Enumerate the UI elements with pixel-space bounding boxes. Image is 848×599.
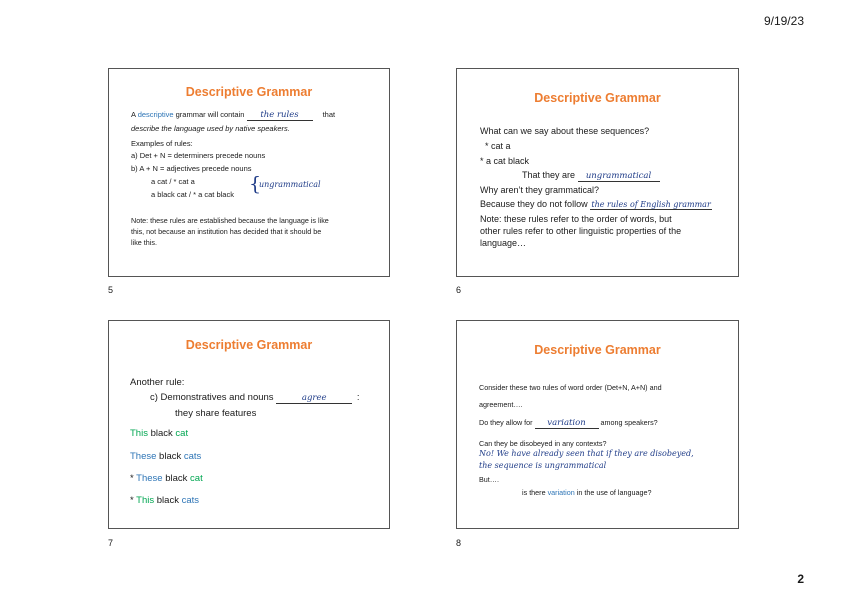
slide-5-intro: A descriptive grammar will contain the rules that	[131, 110, 336, 120]
slide-7-rule-c-line2: they share features	[175, 408, 257, 419]
handwritten-rules-of-english-grammar: the rules of English grammar	[591, 200, 711, 209]
slide-7-example-3: * These black cat	[130, 473, 203, 484]
slide-6-number: 6	[456, 285, 462, 295]
slide-7	[108, 320, 390, 529]
slide-5-intro-line2: describe the language used by native speakers.	[131, 124, 290, 133]
slide-6-why: Why aren’t they grammatical?	[480, 185, 600, 195]
slide-6-note-3: language…	[480, 238, 527, 248]
slide-5-title: Descriptive Grammar	[185, 85, 313, 99]
slide-5-rule-a: a) Det + N = determiners precede nouns	[131, 151, 266, 160]
slide-6-question: What can we say about these sequences?	[480, 126, 650, 136]
slide-7-example-2: These black cats	[130, 451, 202, 462]
slide-6-answer: That they are ungrammatical	[522, 170, 660, 182]
slide-8	[456, 320, 739, 529]
slide-7-rule-c: c) Demonstratives and nouns agree :	[150, 392, 360, 403]
slide-5-number: 5	[108, 285, 114, 295]
handwritten-variation: variation	[535, 418, 599, 429]
keyword-descriptive: descriptive	[137, 110, 174, 119]
slide-6	[456, 68, 739, 277]
handwritten-answer-line-2: the sequence is ungrammatical	[479, 461, 607, 470]
slide-8-but: But….	[479, 475, 499, 484]
slide-8-consider-1: Consider these two rules of word order (Det+N, A+N) and	[479, 383, 662, 392]
slide-5-note-1: Note: these rules are established because the language is like	[131, 216, 329, 225]
page-number: 2	[797, 572, 804, 586]
slide-7-another-rule: Another rule:	[130, 377, 185, 388]
slide-8-consider-2: agreement….	[479, 400, 523, 409]
handwritten-agree: agree	[276, 393, 352, 404]
handwritten-ungrammatical: ungrammatical	[578, 171, 660, 182]
slide-5-rule-b: b) A + N = adjectives precede nouns	[131, 164, 252, 173]
slide-6-seq-1: * cat a	[485, 141, 511, 151]
slide-5-example-1: a cat / * cat a	[151, 177, 195, 186]
slide-7-example-1: This black cat	[130, 428, 189, 439]
slide-8-allow: Do they allow for variation among speakers?	[479, 418, 658, 428]
slide-7-example-4: * This black cats	[130, 495, 200, 506]
slide-5	[108, 68, 390, 277]
slide-6-seq-2: * a cat black	[480, 156, 530, 166]
keyword-variation: variation	[547, 488, 575, 497]
slide-6-because: Because they do not follow the rules of English grammar	[480, 199, 711, 209]
slide-8-final-question: is there variation in the use of language?	[522, 488, 652, 497]
slide-5-example-2: a black cat / * a cat black	[151, 190, 234, 199]
slide-5-note-2: this, not because an institution has decided that it should be	[131, 227, 322, 236]
handwritten-answer-line-1: No! We have already seen that if they are disobeyed,	[479, 449, 694, 458]
slide-8-number: 8	[456, 538, 462, 548]
handwritten-ungrammatical: ungrammatical	[259, 180, 321, 189]
curly-brace: {	[249, 173, 262, 195]
slide-6-note-1: Note: these rules refer to the order of words, but	[480, 214, 672, 224]
slide-6-title: Descriptive Grammar	[534, 91, 661, 105]
slide-5-examples-heading: Examples of rules:	[131, 139, 193, 148]
handwritten-the-rules: the rules	[247, 110, 313, 121]
slide-8-title: Descriptive Grammar	[534, 343, 661, 357]
slide-7-number: 7	[108, 538, 114, 548]
print-date: 9/19/23	[763, 14, 804, 28]
slide-5-note-3: like this.	[131, 238, 157, 247]
slide-8-disobeyed: Can they be disobeyed in any contexts?	[479, 439, 607, 448]
slide-7-title: Descriptive Grammar	[185, 338, 313, 352]
slide-6-note-2: other rules refer to other linguistic properties of the	[480, 226, 682, 236]
